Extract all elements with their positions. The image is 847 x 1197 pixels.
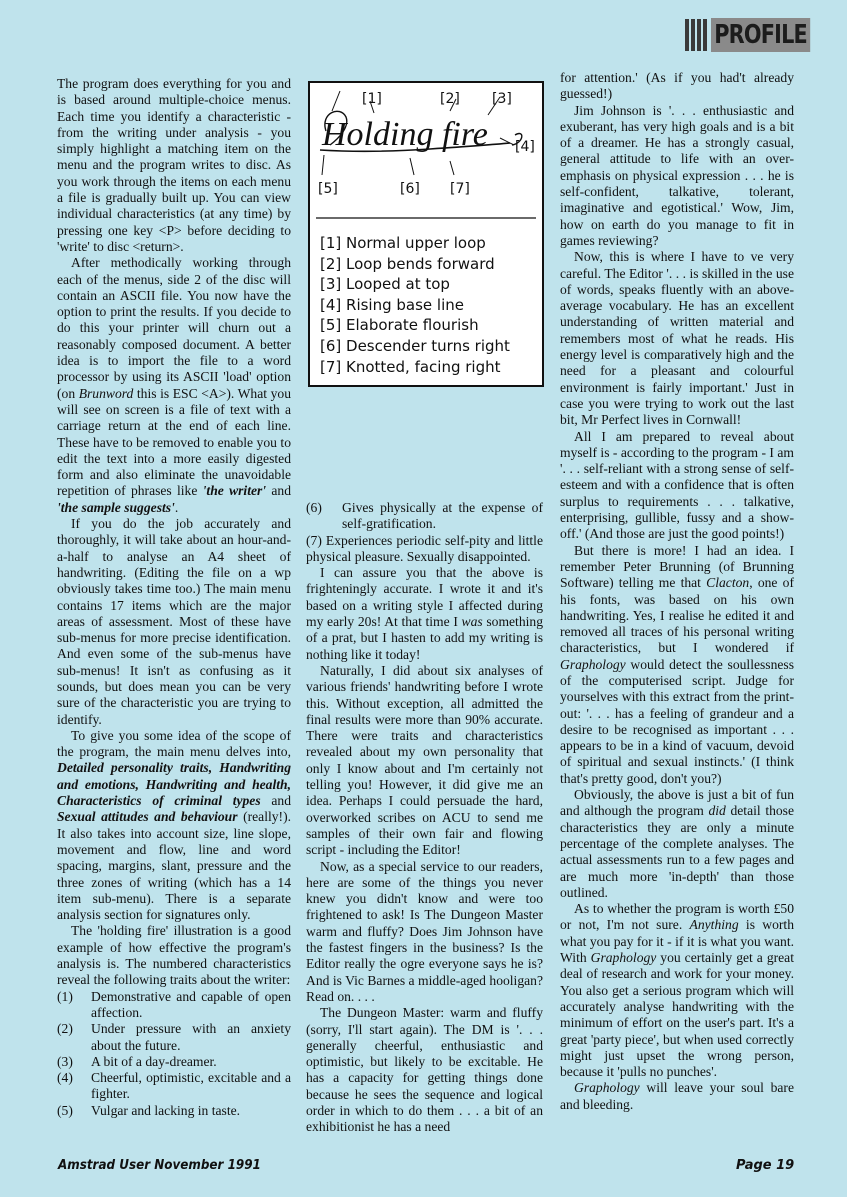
paragraph: Now, this is where I have to ve very careful. The Editor '. . . is skilled in the use of words, speaks fluently with an above-average vocabulary. He has an excellent understanding of written material and remembers most of what he reads. His energy level is comparatively high and the need for a pleasant and colourful environment is fairly important.' Just in case you were trying to work out the last bit, Mr Perfect lives in Cornwall! (560, 249, 794, 428)
list-item: (1) Demonstrative and capable of open affection. (57, 988, 291, 1020)
paragraph: I can assure you that the above is frighteningly accurate. I wrote it and it's based on a writing style I affected during my early 20s! At that time I was something of a prat, but I hasten to add my writing is nothing like it today! (306, 565, 543, 662)
list-item: (4) Cheerful, optimistic, excitable and a fighter. (57, 1070, 291, 1102)
column-3 (560, 70, 794, 1113)
paragraph: The 'holding fire' illustration is a good example of how effective the program's analysis is. The numbered characteristics reveal the following traits about the writer: (57, 923, 291, 988)
column-2 (306, 500, 543, 1136)
paragraph: All I am prepared to reveal about myself is - according to the program - I am '. . . self-reliant with a strong sense of self-esteem and with a confidence that is often surplus to requirements . . . talkative, enterprising, gullible, fussy and a show-off.' (And those are just the good points!) (560, 428, 794, 542)
paragraph: Graphology will leave your soul bare and bleeding. (560, 1080, 794, 1112)
traits-list (306, 500, 543, 533)
figure-key-item: [5] Elaborate flourish (320, 316, 479, 335)
list-item: (3) A bit of a day-dreamer. (57, 1053, 217, 1069)
paragraph: (7) Experiences periodic self-pity and little physical pleasure. Sexually disappointed. (306, 532, 543, 564)
traits-list (57, 989, 291, 1119)
paragraph: After methodically working through each of the menus, side 2 of the disc will contain an ASCII file. You now have the option to print the results. If you decide to do this your printer will churn out a reasonably composed document. A better idea is to import the file to a word processor by using its ASCII 'load' option (on Brunword this is ESC <A>). What you will see on screen is a file of text with a carriage return at the end of each line. These have to be removed to enable you to edit the text into a more easily digested form and also eliminate the unavoidable repetition of phrases like 'the writer' and 'the sample suggests'. (57, 255, 291, 515)
paragraph: The program does everything for you and is based around multiple-choice menus. Each time you identify a characteristic - from the writing under analysis - you simply highlight a matching item on the menu and the program writes to disc. As you work through the items on each menu a file is gradually built up. You can view individual characteristics (at any time) by pressing one key <P> before deciding to 'write' to disc <return>. (57, 76, 291, 254)
column-1 (57, 76, 291, 1119)
section-label: PROFILE (711, 18, 810, 52)
publication-footer: Amstrad User November 1991 (58, 1158, 261, 1173)
callout-label: [3] (492, 91, 512, 107)
figure-key-list (320, 233, 510, 377)
callout-label: [7] (450, 181, 470, 197)
callout-label: [4] (515, 139, 535, 155)
paragraph: Obviously, the above is just a bit of fun and although the program did detail those characteristics they are only a minute percentage of the complete analyses. The actual assessments run to a few pages and are much more 'in-depth' than those outlined. (560, 787, 795, 900)
figure-key-item: [2] Loop bends forward (320, 254, 495, 273)
paragraph: Jim Johnson is '. . . enthusiastic and exuberant, has very high goals and is a bit of a dreamer. He has a strongly casual, general attitude to life with an over-emphasis on physical expression . . . he is self-confident, talkative, tolerant, imaginative and egotistical.' Wow, Jim, how on earth do you manage to fit in games reviewing? (560, 102, 794, 248)
callout-label: [6] (400, 181, 420, 197)
figure-key-item: [4] Rising base line (320, 295, 464, 314)
paragraph: Now, as a special service to our readers, here are some of the things you never knew you didn't know and were too frightened to ask! Is The Dungeon Master warm and fluffy? Does Jim Johnson have the fastest fingers in the business? Is the Editor really the ogre everyone says he is? And is Vic Barnes a middle-aged hooligan? Read on. . . . (306, 858, 543, 1004)
figure-key-item: [1] Normal upper loop (320, 234, 486, 252)
list-item: (2) Under pressure with an anxiety about the future. (57, 1021, 291, 1053)
handwriting-text: Holding fire (322, 116, 488, 153)
callout-label: [1] (362, 91, 382, 107)
paragraph: for attention.' (As if you had't already guessed!) (560, 70, 794, 102)
figure-key-item: [6] Descender turns right (320, 336, 510, 355)
list-item: (6) Gives physically at the expense of self-gratification. (306, 500, 543, 532)
figure-key-item: [3] Looped at top (320, 275, 450, 294)
figure-key-item: [7] Knotted, facing right (320, 357, 501, 376)
tab-bars-decoration (685, 19, 707, 51)
paragraph: But there is more! I had an idea. I remember Peter Brunning (of Brunning Software) telling me that Clacton, one of his fonts, was based on his own handwriting. Yes, I realise he edited it and removed all traces of his personal writing characteristics, but I wondered if Graphology would detect the soullessness of the computerised script. Judge for yourselves with this extract from the print-out: '. . . has a feeling of grandeur and a desire to be recognised as important . . . appears to be in a kind of vacuum, devoid of spiritual and sexual instincts.' (I think that's pretty good, don't you?) (560, 542, 794, 786)
paragraph: To give you some idea of the scope of the program, the main menu delves into, Detailed personality traits, Handwriting and emotions, Handwriting and health, Characteristics of criminal types and Sexual attitudes and behaviour (really!). It also takes into account size, line slope, movement and flow, line and word spacing, margins, slant, pressure and the three zones of writing (which has a 14 item sub-menu). There is a separate analysis section for signatures only. (57, 727, 292, 923)
paragraph: The Dungeon Master: warm and fluffy (sorry, I'll start again). The DM is '. . . generally cheerful, enthusiastic and optimistic, but likely to be excitable. He has a capacity for getting things done because he sees the sequence and logical order in which to do them . . . a bit of an exhibitionist he has a need (306, 1005, 543, 1135)
paragraph: Naturally, I did about six analyses of various friends' handwriting before I wrote this. Without exception, all admitted the final results were more than 90% accurate. There were traits and characteristics revealed about my own personality that only I know about and I'm certainly not telling you! However, it did give me an idea. Perhaps I could persuade the hard, overworked scribes on ACU to send me samples of their own fair and flowing script - including the Editor! (306, 662, 543, 858)
paragraph: If you do the job accurately and thoroughly, it will take about an hour-and-a-half to analyse an A4 sheet of handwriting. (Editing the file on a wp obviously takes time too.) The main menu contains 17 items which are the major areas of assessment. Most of these have sub-menus for more precise identification. And even some of the sub-menus have sub-menus! It isn't as confusing as it sounds, but does mean you can be very sure of the characteristic you are trying to identify. (57, 516, 291, 727)
callout-label: [2] (440, 91, 460, 107)
list-item: (5) Vulgar and lacking in taste. (57, 1102, 241, 1118)
paragraph: As to whether the program is worth £50 or not, I'm not sure. Anything is worth what you pay for it - if it is what you want. With Graphology you certainly get a great deal of research and work for your money. You also get a serious program which will accurately analyse handwriting with the minimum of effort on the user's part. It's a great 'party piece', but when used correctly might just upset the wrong person, because it 'pulls no punches'. (560, 901, 794, 1080)
section-tab (685, 18, 835, 52)
callout-label: [5] (318, 181, 338, 197)
handwriting-figure (308, 81, 544, 387)
page-number: Page 19 (736, 1158, 795, 1173)
